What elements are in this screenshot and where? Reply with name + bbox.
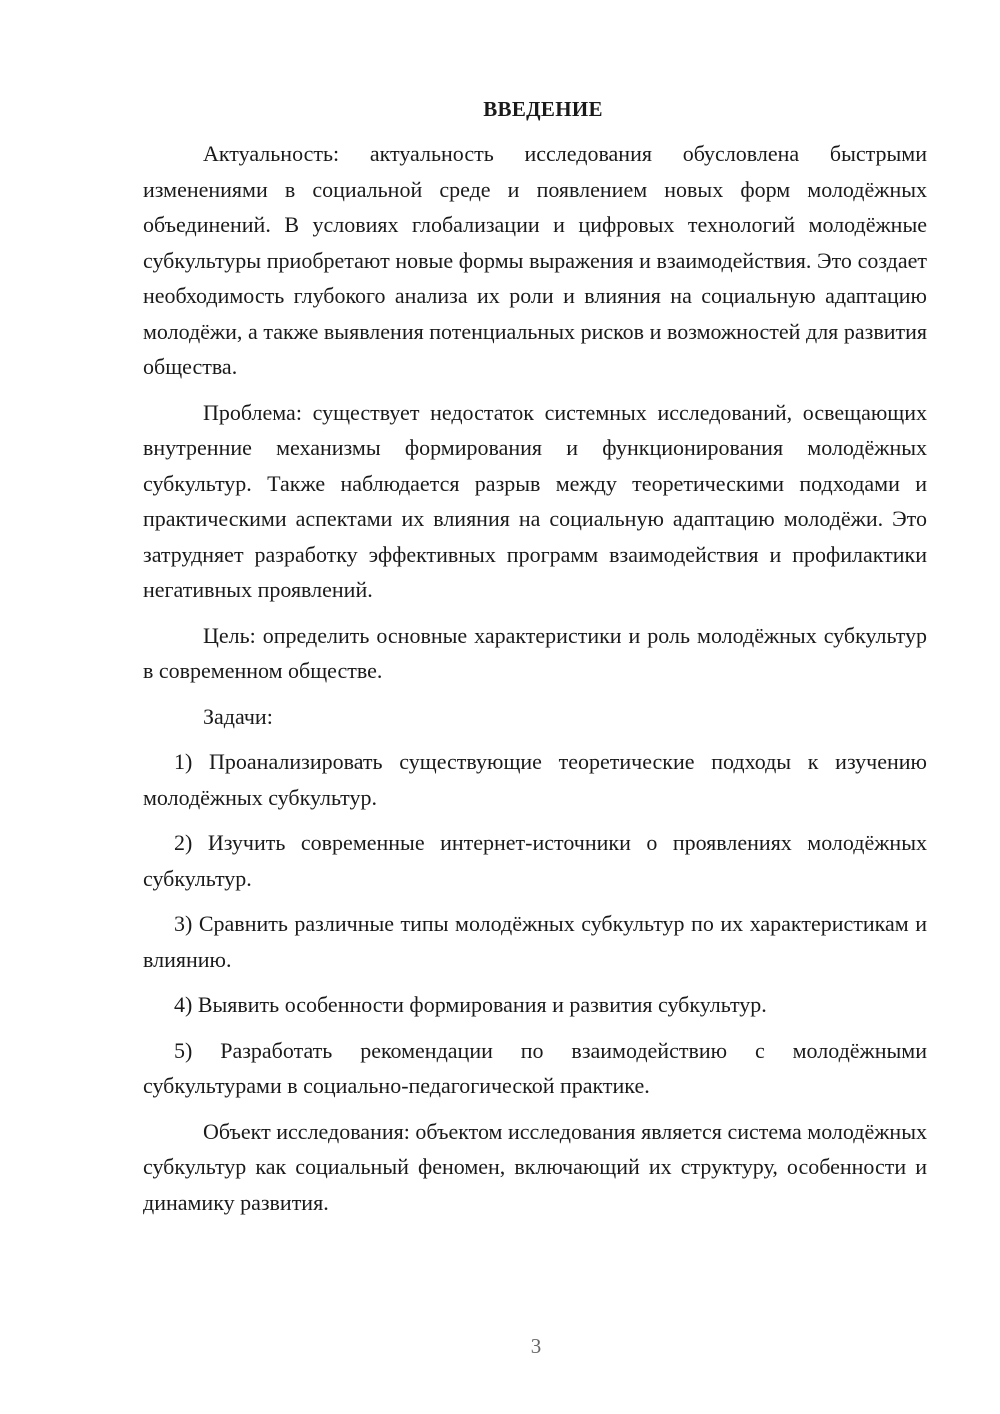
task-item: 1) Проанализировать существующие теоретические подходы к изучению молодёжных субкультур. [143, 749, 927, 810]
problem-paragraph: Проблема: существует недостаток системных исследований, освещающих внутренние механизмы формирования и функционирования молодёжных субкультур. Также наблюдается разрыв между теоретическими подходами и практическими аспектами их влияния на социальную адаптацию молодёжи. Это затрудняет разработку эффективных программ взаимодействия и профилактики негативных проявлений. [143, 399, 927, 602]
page-number: 3 [530, 1334, 542, 1358]
task-item: 4) Выявить особенности формирования и развития субкультур. [174, 992, 767, 1017]
task-item: 3) Сравнить различные типы молодёжных субкультур по их характеристикам и влиянию. [143, 911, 927, 972]
section-title: ВВЕДЕНИЕ [483, 97, 603, 121]
tasks-label: Задачи: [203, 703, 273, 729]
task-item: 2) Изучить современные интернет-источники о проявлениях молодёжных субкультур. [143, 830, 927, 891]
page-content [143, 94, 927, 1230]
task-item: 5) Разработать рекомендации по взаимодействию с молодёжными субкультурами в социально-педагогической практике. [143, 1037, 927, 1098]
object-paragraph: Объект исследования: объектом исследования является система молодёжных субкультур как социальный феномен, включающий их структуру, особенности и динамику развития. [143, 1118, 927, 1215]
goal-paragraph: Цель: определить основные характеристики и роль молодёжных субкультур в современном обществе. [143, 622, 927, 683]
relevance-paragraph: Актуальность: актуальность исследования обусловлена быстрыми изменениями в социальной среде и появлением новых форм молодёжных объединений. В условиях глобализации и цифровых технологий молодёжные субкультуры приобретают новые формы выражения и взаимодействия. Это создает необходимость глубокого анализа их роли и влияния на социальную адаптацию молодёжи, а также выявления потенциальных рисков и возможностей для развития общества. [143, 141, 927, 379]
